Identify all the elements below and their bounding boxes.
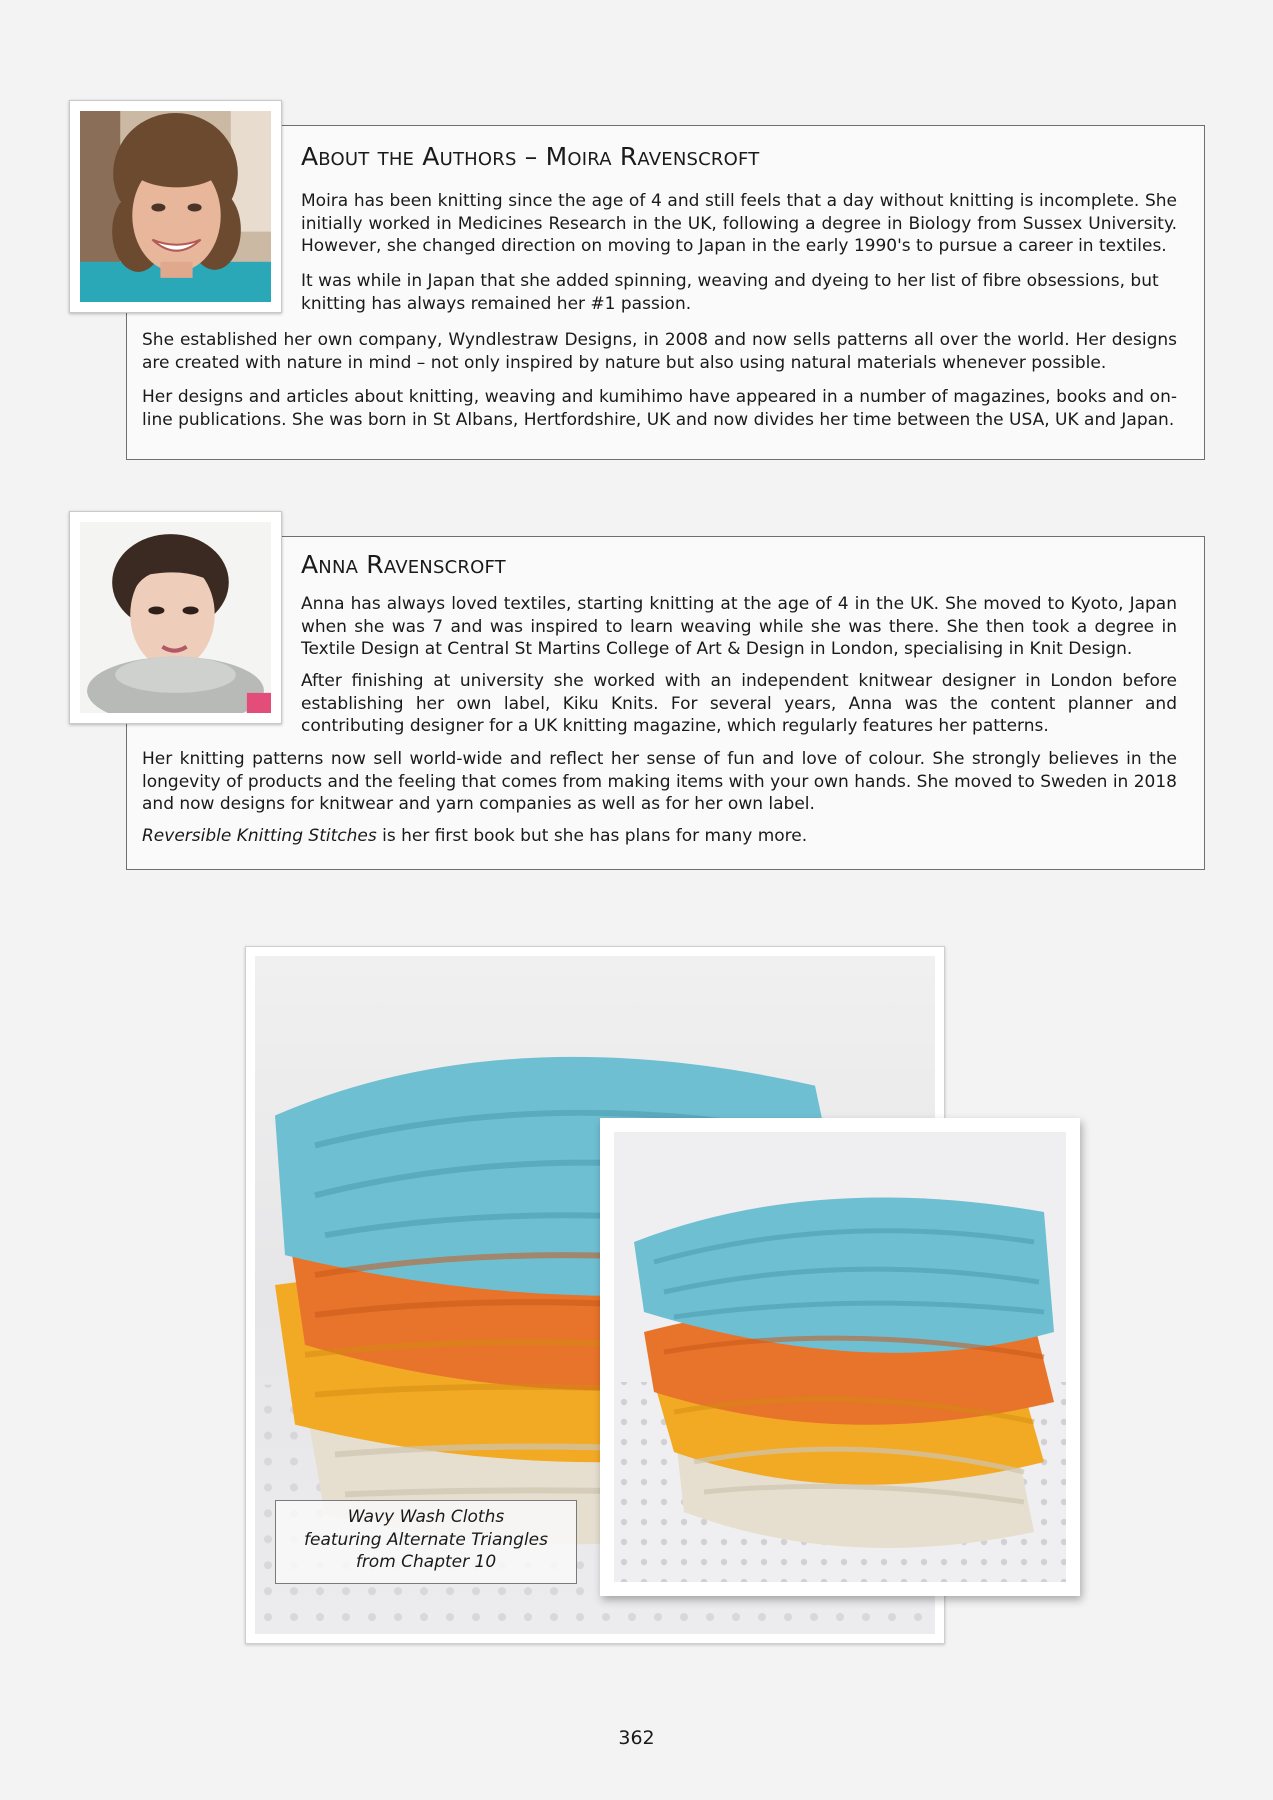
anna-paragraph-1: Anna has always loved textiles, starting knitting at the age of 4 in the UK. She moved to Kyoto, Japan when she was 7 and was inspired to learn weaving while she was there. She then took a degree in Textile Design at Central St Martins College of Art & Design in London, specialising in Knit Design. — [301, 594, 1177, 659]
photo-caption — [275, 1500, 577, 1584]
wash-cloths-inset-image — [614, 1132, 1066, 1582]
anna-closing-text: is her first book but she has plans for many more. — [376, 826, 808, 846]
anna-paragraph-3: Her knitting patterns now sell world-wide and reflect her sense of fun and love of colour. She strongly believes in the longevity of products and the feeling that comes from making items with your own hands. She moved to Sweden in 2018 and now designs for knitwear and yarn companies as well as for her own label. — [142, 749, 1177, 814]
anna-heading: Anna Ravenscroft — [301, 550, 506, 579]
moira-heading: About the Authors – Moira Ravenscroft — [301, 142, 760, 171]
anna-closing-paragraph — [142, 825, 1177, 848]
moira-paragraph-4: Her designs and articles about knitting, weaving and kumihimo have appeared in a number of magazines, books and on-line publications. She was born in St Albans, Hertfordshire, UK and now divides her time between the USA, UK and Japan. — [142, 387, 1177, 430]
page-number: 362 — [618, 1727, 655, 1749]
caption-line-3: from Chapter 10 — [355, 1552, 497, 1572]
caption-line-2: featuring Alternate Triangles — [304, 1529, 548, 1550]
wash-cloths-photo-inset — [600, 1118, 1080, 1596]
caption-line-1: Wavy Wash Cloths — [347, 1507, 505, 1527]
moira-portrait-image — [80, 111, 271, 302]
anna-paragraph-2: After finishing at university she worked with an independent knitwear designer in London before establishing her own label, Kiku Knits. For several years, Anna was the content planner and contributing designer for a UK knitting magazine, which regularly features her patterns. — [301, 671, 1177, 736]
moira-paragraph-1: Moira has been knitting since the age of 4 and still feels that a day without knitting is incomplete. She initially worked in Medicines Research in the UK, following a degree in Biology from Sussex University. However, she changed direction on moving to Japan in the early 1990's to pursue a career in textiles. — [301, 191, 1177, 256]
moira-paragraph-2: It was while in Japan that she added spinning, weaving and dyeing to her list of fibre obsessions, but knitting has always remained her #1 passion. — [301, 271, 1159, 314]
moira-portrait — [69, 100, 282, 313]
book-title: Reversible Knitting Stitches — [142, 826, 377, 846]
anna-portrait-image — [80, 522, 271, 713]
moira-paragraph-3: She established her own company, Wyndlestraw Designs, in 2008 and now sells patterns all over the world. Her designs are created with nature in mind – not only inspired by nature but also using natural materials whenever possible. — [142, 330, 1177, 373]
anna-portrait — [69, 511, 282, 724]
